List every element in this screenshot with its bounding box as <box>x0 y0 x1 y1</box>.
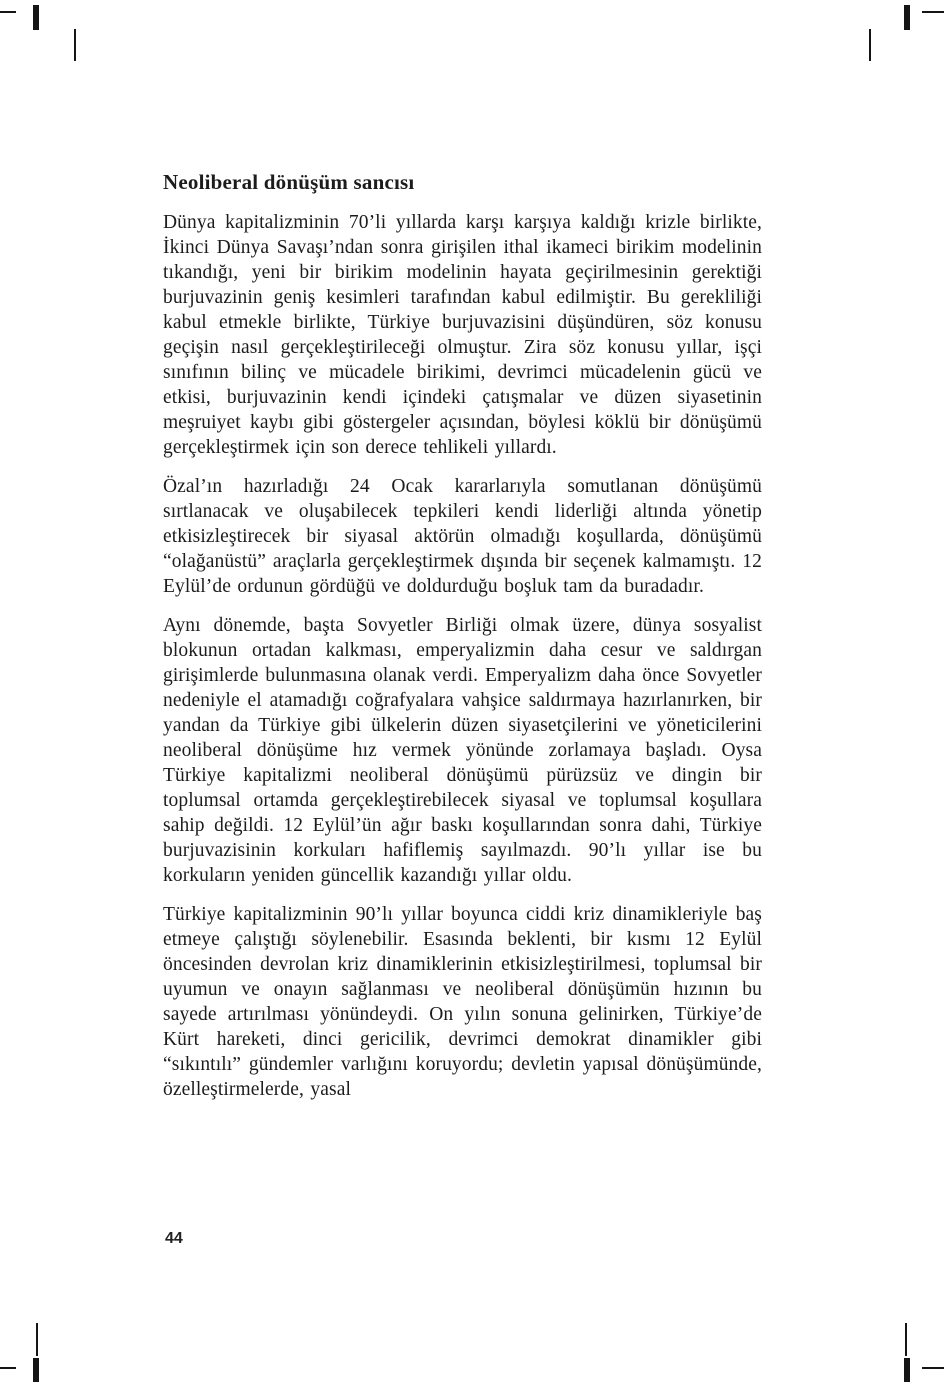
crop-mark-top-right-outer <box>904 5 910 30</box>
page-text-block <box>163 170 762 1116</box>
paragraph-2: Özal’ın hazırladığı 24 Ocak kararlarıyla somutlanan dönüşümü sırtlanacak ve oluşabilecek tepkileri kendi liderliği altında yönetip etkisizleştirecek bir siyasal aktörün olmadığı koşullarda, dönüşümü “olağanüstü” araçlarla gerçekleştirmek dışında bir seçenek kalmamıştı. 12 Eylül’de ordunun gördüğü ve doldurduğu boşluk tam da buradadır. <box>163 476 762 597</box>
crop-mark-bottom-left-outer <box>33 1358 39 1382</box>
crop-mark-bottom-right-outer <box>904 1358 910 1382</box>
crop-mark-top-left-outer <box>33 5 39 30</box>
paragraph-3: Aynı dönemde, başta Sovyetler Birliği olmak üzere, dünya sosyalist blokunun ortadan kalkması, emperyalizmin daha cesur ve saldırgan girişimlerde bulunmasına olanak verdi. Emperyalizm daha önce Sovyetler nedeniyle el atamadığı coğrafyalara vahşice saldırmaya hazırlanırken, bir yandan da Türkiye gibi ülkelerin düzen siyasetçilerini ve yöneticilerini neoliberal dönüşüme hız vermek yönünde zorlamaya başladı. Oysa Türkiye kapitalizmi neoliberal dönüşümü pürüzsüz ve dingin bir toplumsal ortamda gerçekleştirebilecek siyasal ve toplumsal koşullara sahip değildi. 12 Eylül’ün ağır baskı koşullarından sonra dahi, Türkiye burjuvazisinin korkuları hafiflemiş sayılmazdı. 90’lı yıllar ise bu korkuların yeniden güncellik kazandığı yıllar oldu. <box>163 615 762 886</box>
crop-mark-bottom-right-inner <box>905 1323 907 1356</box>
crop-mark-top-left-inner <box>74 29 76 61</box>
page-number: 44 <box>165 1230 183 1247</box>
crop-mark-bottom-left-inner <box>36 1323 38 1356</box>
paragraph-4: Türkiye kapitalizminin 90’lı yıllar boyunca ciddi kriz dinamikleriyle baş etmeye çalıştığı söylenebilir. Esasında beklenti, bir kısmı 12 Eylül öncesinden devrolan kriz dinamiklerinin etkisizleştirilmesi, toplumsal bir uyumun ve onayın sağlanması ve neoliberal dönüşümün hızının bu sayede artırılması yönündeydi. On yılın sonuna gelinirken, Türkiye’de Kürt hareketi, dinci gericilik, devrimci demokrat dinamikler gibi “sıkıntılı” gündemler varlığını koruyordu; devletin yapısal dönüşümünde, özelleştirmelerde, yasal <box>163 904 762 1100</box>
crop-mark-top-right-horizontal <box>922 11 944 13</box>
crop-mark-bottom-left-horizontal <box>0 1367 16 1369</box>
crop-mark-bottom-right-horizontal <box>922 1367 944 1369</box>
section-heading: Neoliberal dönüşüm sancısı <box>163 170 415 194</box>
crop-mark-top-right-inner <box>869 29 871 61</box>
crop-mark-top-left-horizontal <box>0 11 16 13</box>
paragraph-1: Dünya kapitalizminin 70’li yıllarda karşı karşıya kaldığı krizle birlikte, İkinci Dünya Savaşı’ndan sonra girişilen ithal ikameci birikim modelinin tıkandığı, yeni bir birikim modelinin hayata geçirilmesinin gerektiği burjuvazinin geniş kesimleri tarafından kabul edilmiştir. Bu gerekliliği kabul etmekle birlikte, Türkiye burjuvazisini düşündüren, söz konusu geçişin nasıl gerçekleştirileceği olmuştur. Zira söz konusu yıllar, işçi sınıfının bilinç ve mücadele birikimi, devrimci mücadelenin gücü ve etkisi, burjuvazinin kendi içindeki çatışmalar ve düzen siyasetinin meşruiyet kaybı gibi göstergeler açısından, böylesi köklü bir dönüşümü gerçekleştirmek için son derece tehlikeli yıllardı. <box>163 212 762 458</box>
